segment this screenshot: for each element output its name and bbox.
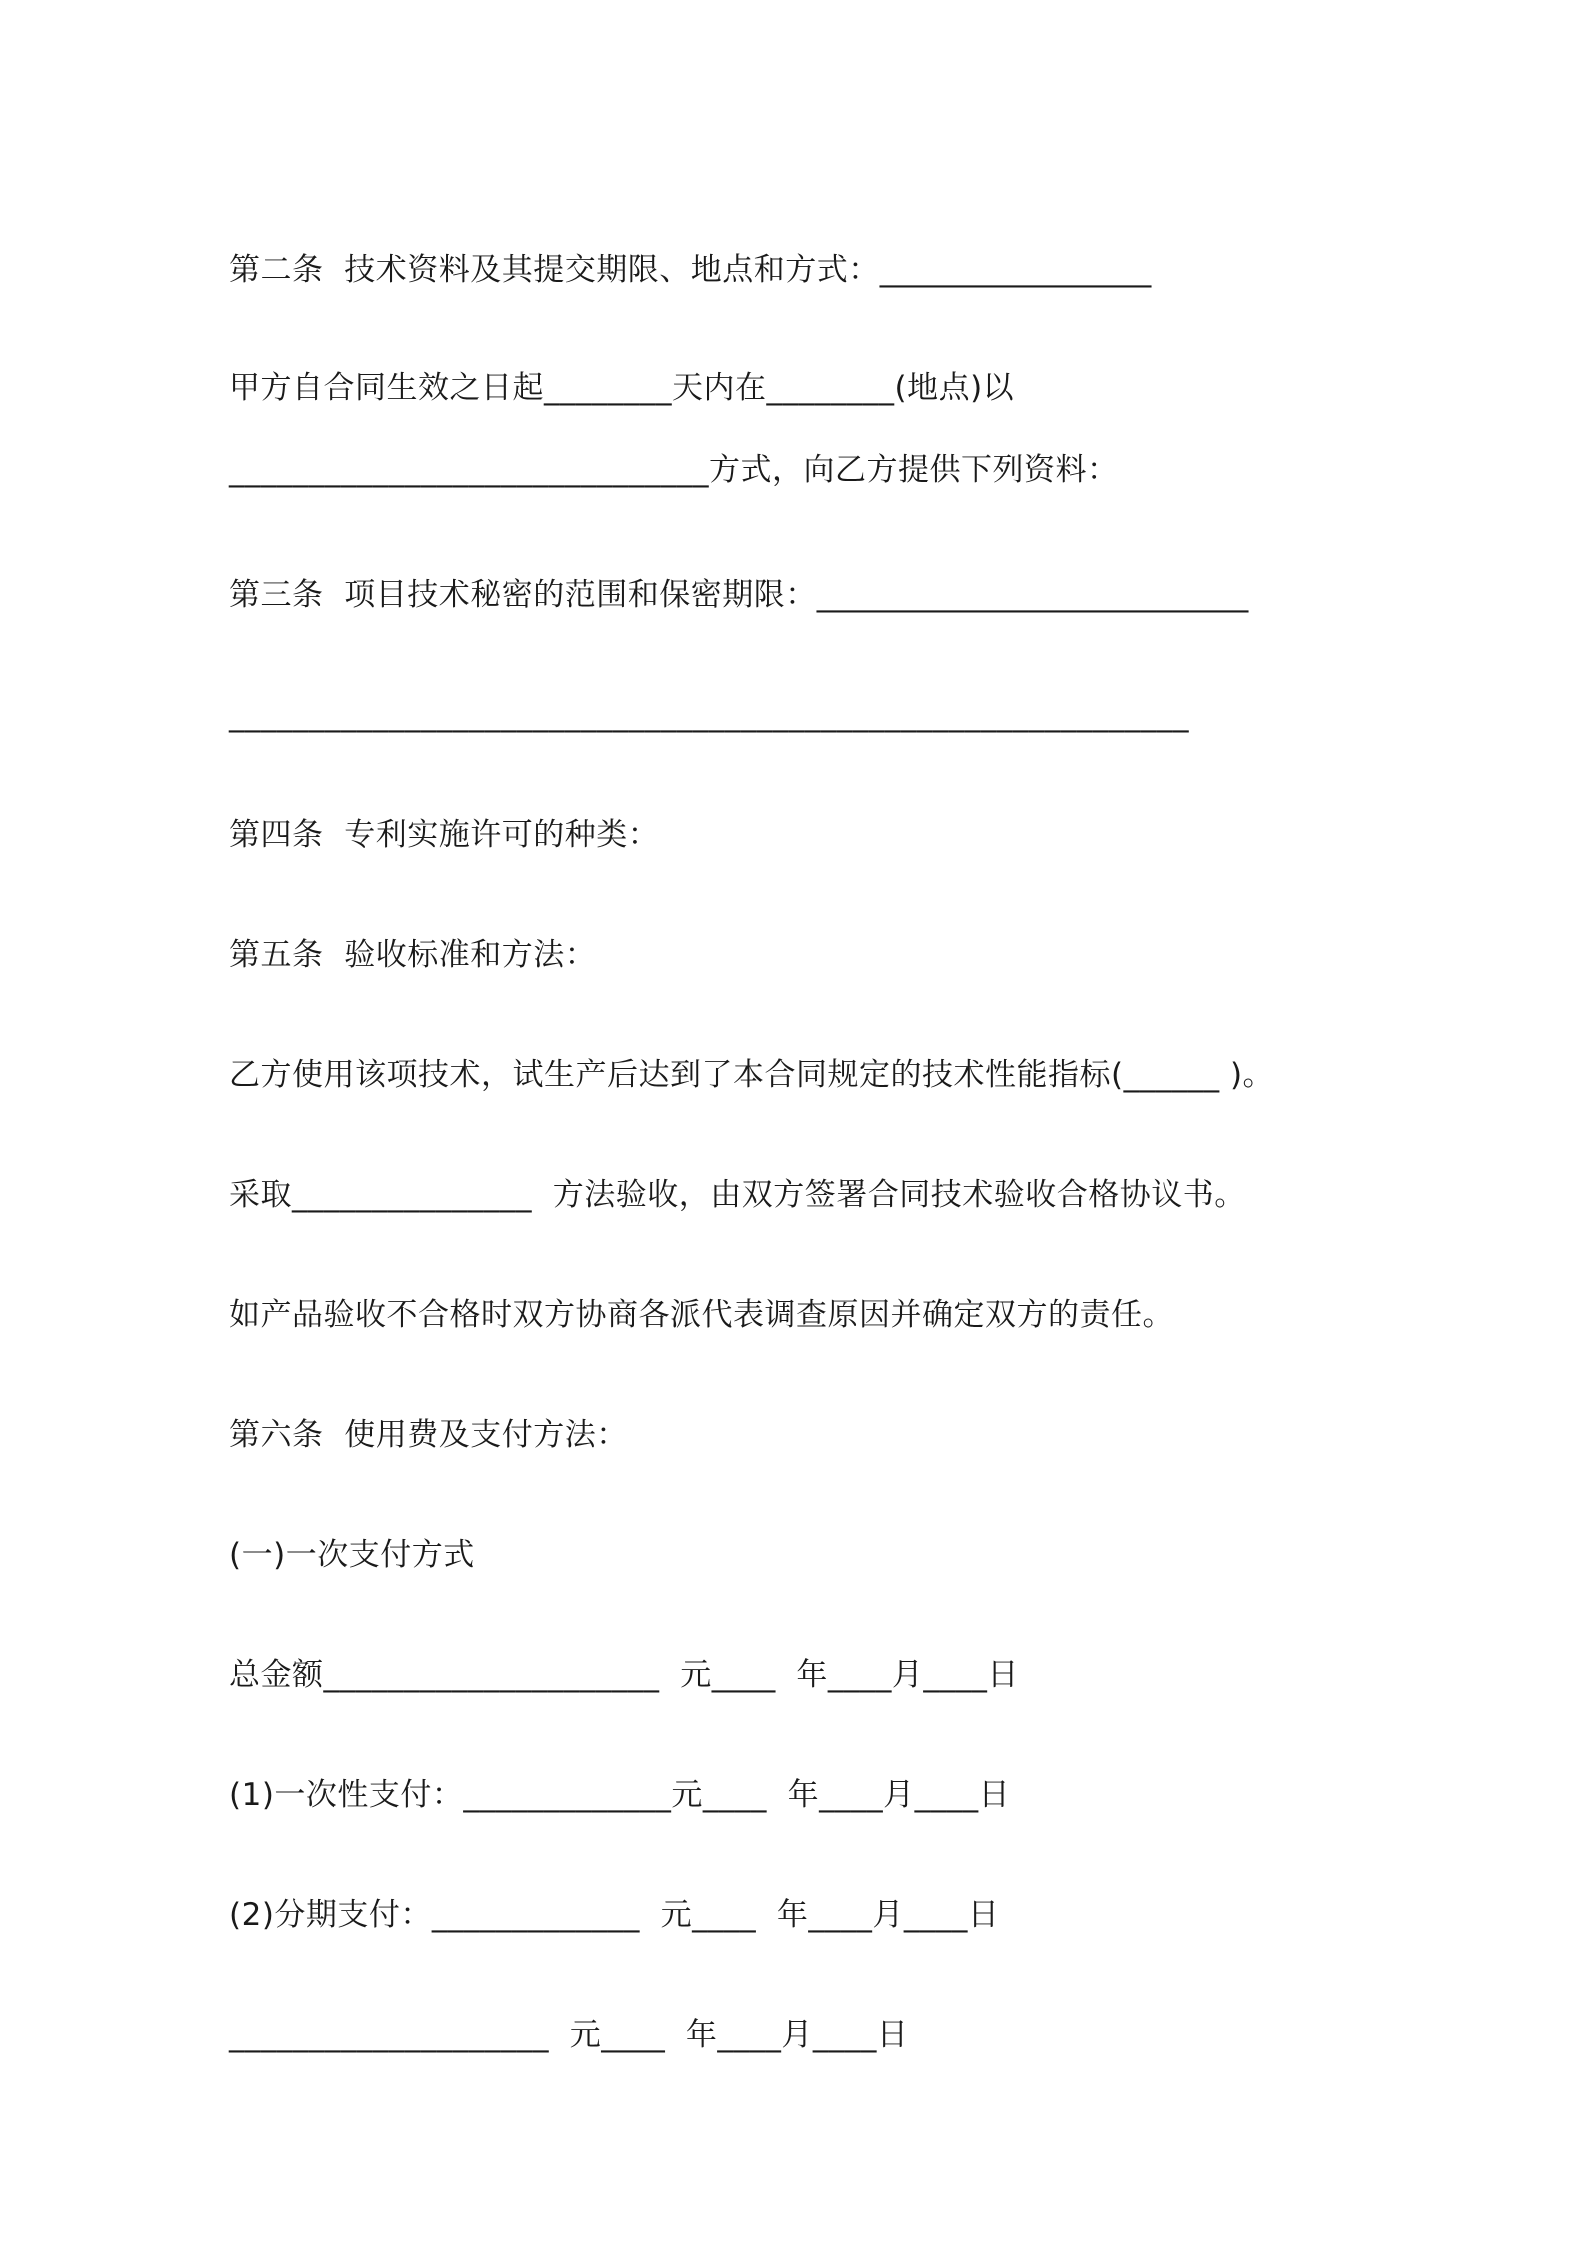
article-3-heading: 第三条 项目技术秘密的范围和保密期限：___________________________ [229,577,1249,613]
article-5-heading: 第五条 验收标准和方法： [229,937,597,973]
payment-installment: (2)分期支付：_____________ 元____ 年____月____日 [229,1897,1000,1933]
article-2-heading: 第二条 技术资料及其提交期限、地点和方式：_________________ [229,252,1152,288]
payment-installment-extra: ____________________ 元____ 年____月____日 [229,2017,909,2053]
article-3-blank-line: ____________________________________________________________ [229,697,1189,733]
payment-one-time: (1)一次性支付：_____________元____ 年____月____日 [229,1777,1011,1813]
article-4-heading: 第四条 专利实施许可的种类： [229,817,660,853]
payment-lump-sum-heading: (一)一次支付方式 [229,1537,475,1573]
article-5-failure-clause: 如产品验收不合格时双方协商各派代表调查原因并确定双方的责任。 [229,1297,1174,1333]
article-2-delivery-clause: 甲方自合同生效之日起________天内在________(地点)以 [229,370,1015,406]
article-5-performance-clause: 乙方使用该项技术，试生产后达到了本合同规定的技术性能指标(______ )。 [229,1057,1275,1093]
article-5-acceptance-method: 采取_______________ 方法验收，由双方签署合同技术验收合格协议书。 [229,1177,1246,1213]
article-2-delivery-method: ______________________________方式，向乙方提供下列资料： [229,452,1119,488]
payment-total-amount: 总金额_____________________ 元____ 年____月____日 [229,1657,1019,1693]
article-6-heading: 第六条 使用费及支付方法： [229,1417,628,1453]
